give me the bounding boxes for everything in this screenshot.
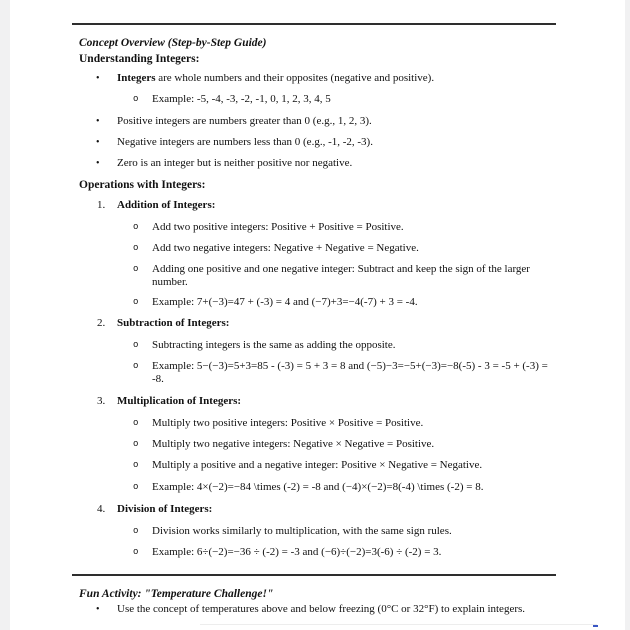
bullet-circle-marker: o xyxy=(133,222,139,232)
list-item xyxy=(72,136,556,149)
bullet-circle-marker: o xyxy=(133,439,139,449)
document-title: Concept Overview (Step-by-Step Guide) xyxy=(79,37,267,49)
list-item xyxy=(72,242,556,255)
bullet-circle-marker: o xyxy=(133,264,139,274)
bullet-circle-marker: o xyxy=(133,243,139,253)
bullet-circle-marker: o xyxy=(133,547,139,557)
numbered-item-division xyxy=(72,503,556,516)
bullet-disc-marker: • xyxy=(96,116,100,127)
list-item-text: Example: -5, -4, -3, -2, -1, 0, 1, 2, 3, 4, 5 xyxy=(152,93,331,105)
numbered-item-subtraction xyxy=(72,317,556,330)
list-item-text: Add two positive integers: Positive + Positive = Positive. xyxy=(152,221,404,233)
numbered-item-title: Multiplication of Integers: xyxy=(117,395,242,407)
list-item-line: Adding one positive and one negative integer: Subtract and keep the sign of the larger xyxy=(152,263,530,275)
list-item xyxy=(72,481,556,494)
list-item xyxy=(72,438,556,451)
bullet-circle-marker: o xyxy=(133,418,139,428)
list-item-text: Multiply two positive integers: Positive × Positive = Positive. xyxy=(152,417,424,429)
bullet-circle-marker: o xyxy=(133,482,139,492)
list-item xyxy=(72,263,556,289)
list-item xyxy=(72,360,556,386)
bold-lead: Integers xyxy=(117,72,156,84)
list-item-text: Positive integers are numbers greater than 0 (e.g., 1, 2, 3). xyxy=(117,115,372,127)
list-item-text: Example: 6÷(−2)=−36 ÷ (-2) = -3 and (−6)÷(−2)=3(-6) ÷ (-2) = 3. xyxy=(152,546,442,558)
list-item xyxy=(72,93,556,106)
list-item xyxy=(72,296,556,309)
list-item-text: Negative integers are numbers less than 0 (e.g., -1, -2, -3). xyxy=(117,136,373,148)
list-item-text: Add two negative integers: Negative + Negative = Negative. xyxy=(152,242,419,254)
bullet-circle-marker: o xyxy=(133,361,139,371)
numbered-item-multiplication xyxy=(72,395,556,408)
document-page xyxy=(10,0,625,630)
list-item-text: Division works similarly to multiplication, with the same sign rules. xyxy=(152,525,452,537)
bullet-circle-marker: o xyxy=(133,94,139,104)
list-item xyxy=(72,221,556,234)
list-item-text: Multiply two negative integers: Negative × Negative = Positive. xyxy=(152,438,435,450)
list-item-text: Example: 4×(−2)=−84 \times (-2) = -8 and (−4)×(−2)=8(-4) \times (-2) = 8. xyxy=(152,481,484,493)
list-item-text-rest: are whole numbers and their opposites (negative and positive). xyxy=(155,72,435,84)
list-item xyxy=(72,603,556,616)
bullet-circle-marker: o xyxy=(133,297,139,307)
list-item xyxy=(72,459,556,472)
list-item xyxy=(72,546,556,559)
list-item-text: Zero is an integer but is neither positive nor negative. xyxy=(117,157,353,169)
top-horizontal-rule xyxy=(72,23,556,25)
bullet-disc-marker: • xyxy=(96,158,100,169)
list-item-text xyxy=(152,360,556,386)
document-content xyxy=(72,0,556,616)
number-marker: 1. xyxy=(97,199,106,211)
list-item xyxy=(72,339,556,352)
bullet-disc-marker: • xyxy=(96,604,100,615)
list-item-text: Multiply a positive and a negative integer: Positive × Negative = Negative. xyxy=(152,459,483,471)
number-marker: 2. xyxy=(97,317,106,329)
bullet-circle-marker: o xyxy=(133,340,139,350)
list-item-text xyxy=(152,263,556,289)
bullet-circle-marker: o xyxy=(133,526,139,536)
faint-divider-line xyxy=(200,624,597,625)
list-item-line: Example: 5−(−3)=5+3=85 - (-3) = 5 + 3 = 8 and (−5)−3=−5+(−3)=−8(-5) - 3 = -5 + (-3) = xyxy=(152,360,548,372)
list-item xyxy=(72,525,556,538)
list-item-text: Use the concept of temperatures above and below freezing (0°C or 32°F) to explain integers. xyxy=(117,603,526,615)
number-marker: 3. xyxy=(97,395,106,407)
numbered-item-title: Addition of Integers: xyxy=(117,199,216,211)
list-item-text: Subtracting integers is the same as adding the opposite. xyxy=(152,339,396,351)
list-item-text: Example: 7+(−3)=47 + (-3) = 4 and (−7)+3=−4(-7) + 3 = -4. xyxy=(152,296,418,308)
list-item-line: number. xyxy=(152,276,188,288)
bottom-horizontal-rule xyxy=(72,574,556,576)
numbered-item-addition xyxy=(72,199,556,212)
list-item xyxy=(72,72,556,85)
blue-cursor-mark xyxy=(593,625,598,627)
bullet-circle-marker: o xyxy=(133,460,139,470)
list-item-text xyxy=(117,72,556,85)
heading-understanding-integers: Understanding Integers: xyxy=(79,53,200,65)
list-item-line: -8. xyxy=(152,373,164,385)
list-item xyxy=(72,157,556,170)
numbered-item-title: Subtraction of Integers: xyxy=(117,317,230,329)
list-item xyxy=(72,115,556,128)
heading-fun-activity: Fun Activity: "Temperature Challenge!" xyxy=(79,588,274,600)
bullet-disc-marker: • xyxy=(96,137,100,148)
list-item xyxy=(72,417,556,430)
heading-operations-with-integers: Operations with Integers: xyxy=(79,179,206,191)
bullet-disc-marker: • xyxy=(96,73,100,84)
numbered-item-title: Division of Integers: xyxy=(117,503,213,515)
number-marker: 4. xyxy=(97,503,106,515)
